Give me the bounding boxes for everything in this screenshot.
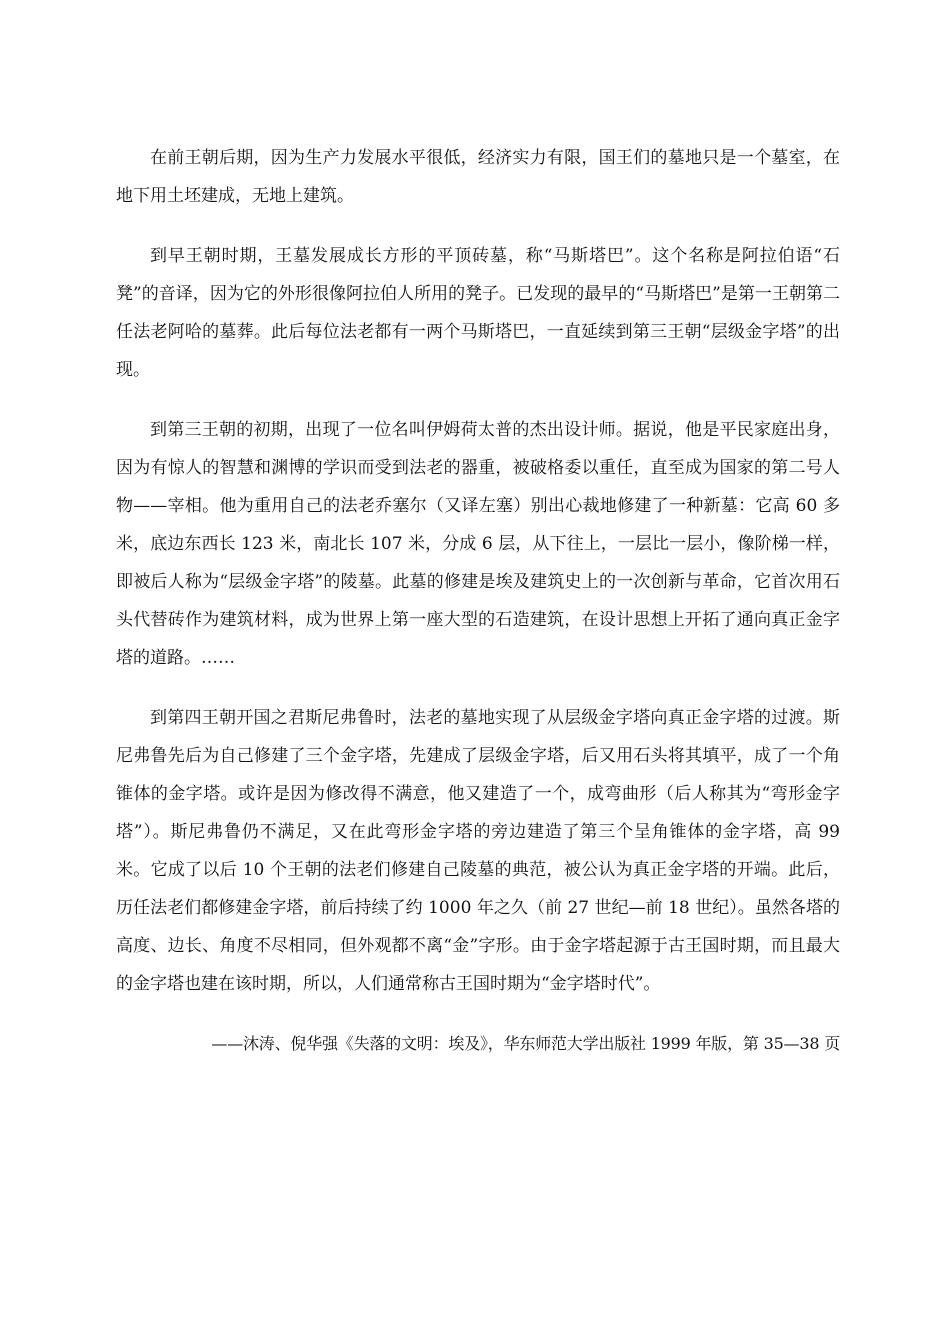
paragraph-predynastic-tombs: 在前王朝后期，因为生产力发展水平很低，经济实力有限，国王们的墓地只是一个墓室，在地下用土坯建成，无地上建筑。: [116, 148, 840, 206]
paragraph-mastaba: 到早王朝时期，王墓发展成长方形的平顶砖墓，称“马斯塔巴”。这个名称是阿拉伯语“石凳”的音译，因为它的外形很像阿拉伯人所用的凳子。已发现的最早的“马斯塔巴”是第一王朝第二任法老阿哈的墓葬。此后每位法老都有一两个马斯塔巴，一直延续到第三王朝“层级金字塔”的出现。: [116, 246, 840, 380]
paragraph-true-pyramid: 到第四王朝开国之君斯尼弗鲁时，法老的墓地实现了从层级金字塔向真正金字塔的过渡。斯尼弗鲁先后为自己修建了三个金字塔，先建成了层级金字塔，后又用石头将其填平，成了一个角锥体的金字塔。或许是因为修改得不满意，他又建造了一个，成弯曲形（后人称其为“弯形金字塔”）。斯尼弗鲁仍不满足，又在此弯形金字塔的旁边建造了第三个呈角锥体的金字塔，高 99 米。它成了以后 10 个王朝的法老们修建自己陵墓的典范，被公认为真正金字塔的开端。此后，历任法老们都修建金字塔，前后持续了约 1000 年之久（前 27 世纪—前 18 世纪）。虽然各塔的高度、边长、角度不尽相同，但外观都不离“金”字形。由于金字塔起源于古王国时期，而且最大的金字塔也建在该时期，所以，人们通常称古王国时期为“金字塔时代”。: [116, 708, 840, 994]
paragraph-step-pyramid: 到第三王朝的初期，出现了一位名叫伊姆荷太普的杰出设计师。据说，他是平民家庭出身，因为有惊人的智慧和渊博的学识而受到法老的器重，被破格委以重任，直至成为国家的第二号人物——宰相。他为重用自己的法老乔塞尔（又译左塞）别出心裁地修建了一种新墓：它高 60 多米，底边东西长 123 米，南北长 107 米，分成 6 层，从下往上，一层比一层小，像阶梯一样，即被后人称为“层级金字塔”的陵墓。此墓的修建是埃及建筑史上的一次创新与革命，它首次用石头代替砖作为建筑材料，成为世界上第一座大型的石造建筑，在设计思想上开拓了通向真正金字塔的道路。……: [116, 420, 840, 668]
source-citation: ——沐涛、倪华强《失落的文明：埃及》，华东师范大学出版社 1999 年版，第 35—38 页: [211, 1034, 840, 1053]
document-body: [116, 139, 840, 1063]
